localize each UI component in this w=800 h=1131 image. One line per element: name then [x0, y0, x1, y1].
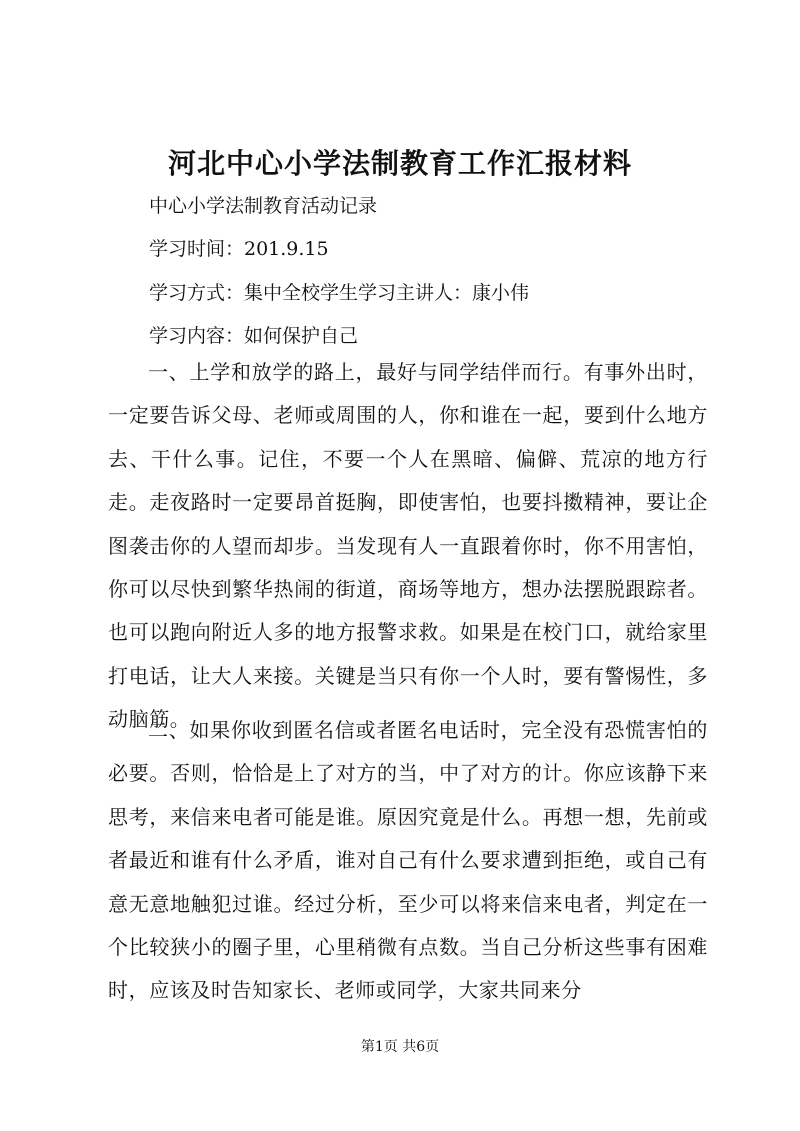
study-method-line: 学习方式：集中全校学生学习主讲人：康小伟	[149, 282, 530, 304]
body-paragraph-2: 二、如果你收到匿名信或者匿名电话时，完全没有恐慌害怕的必要。否则，恰恰是上了对方的当，中了对方的计。你应该静下来思考，来信来电者可能是谁。原因究竟是什么。再想一想，先前或者最近和谁有什么矛盾，谁对自己有什么要求遭到拒绝，或自己有意无意地触犯过谁。经过分析，至少可以将来信来电者，判定在一个比较狭小的圈子里，心里稍微有点数。当自己分析这些事有困难时，应该及时告知家长、老师或同学，大家共同来分	[108, 718, 708, 1003]
record-subtitle: 中心小学法制教育活动记录	[149, 195, 378, 217]
body-paragraph-1: 一、上学和放学的路上，最好与同学结伴而行。有事外出时，一定要告诉父母、老师或周围的人，你和谁在一起，要到什么地方去、干什么事。记住，不要一个人在黑暗、偏僻、荒凉的地方行走。走夜路时一定要昂首挺胸，即使害怕，也要抖擞精神，要让企图袭击你的人望而却步。当发现有人一直跟着你时，你不用害怕，你可以尽快到繁华热闹的街道，商场等地方，想办法摆脱跟踪者。也可以跑向附近人多的地方报警求救。如果是在校门口，就给家里打电话，让大人来接。关键是当只有你一个人时，要有警惕性，多动脑筋。	[108, 360, 708, 732]
study-time-line: 学习时间：201.9.15	[149, 238, 329, 260]
document-title: 河北中心小学法制教育工作汇报材料	[167, 147, 632, 180]
study-content-line: 学习内容：如何保护自己	[149, 325, 359, 347]
page-footer: 第1页 共6页	[360, 1039, 440, 1055]
